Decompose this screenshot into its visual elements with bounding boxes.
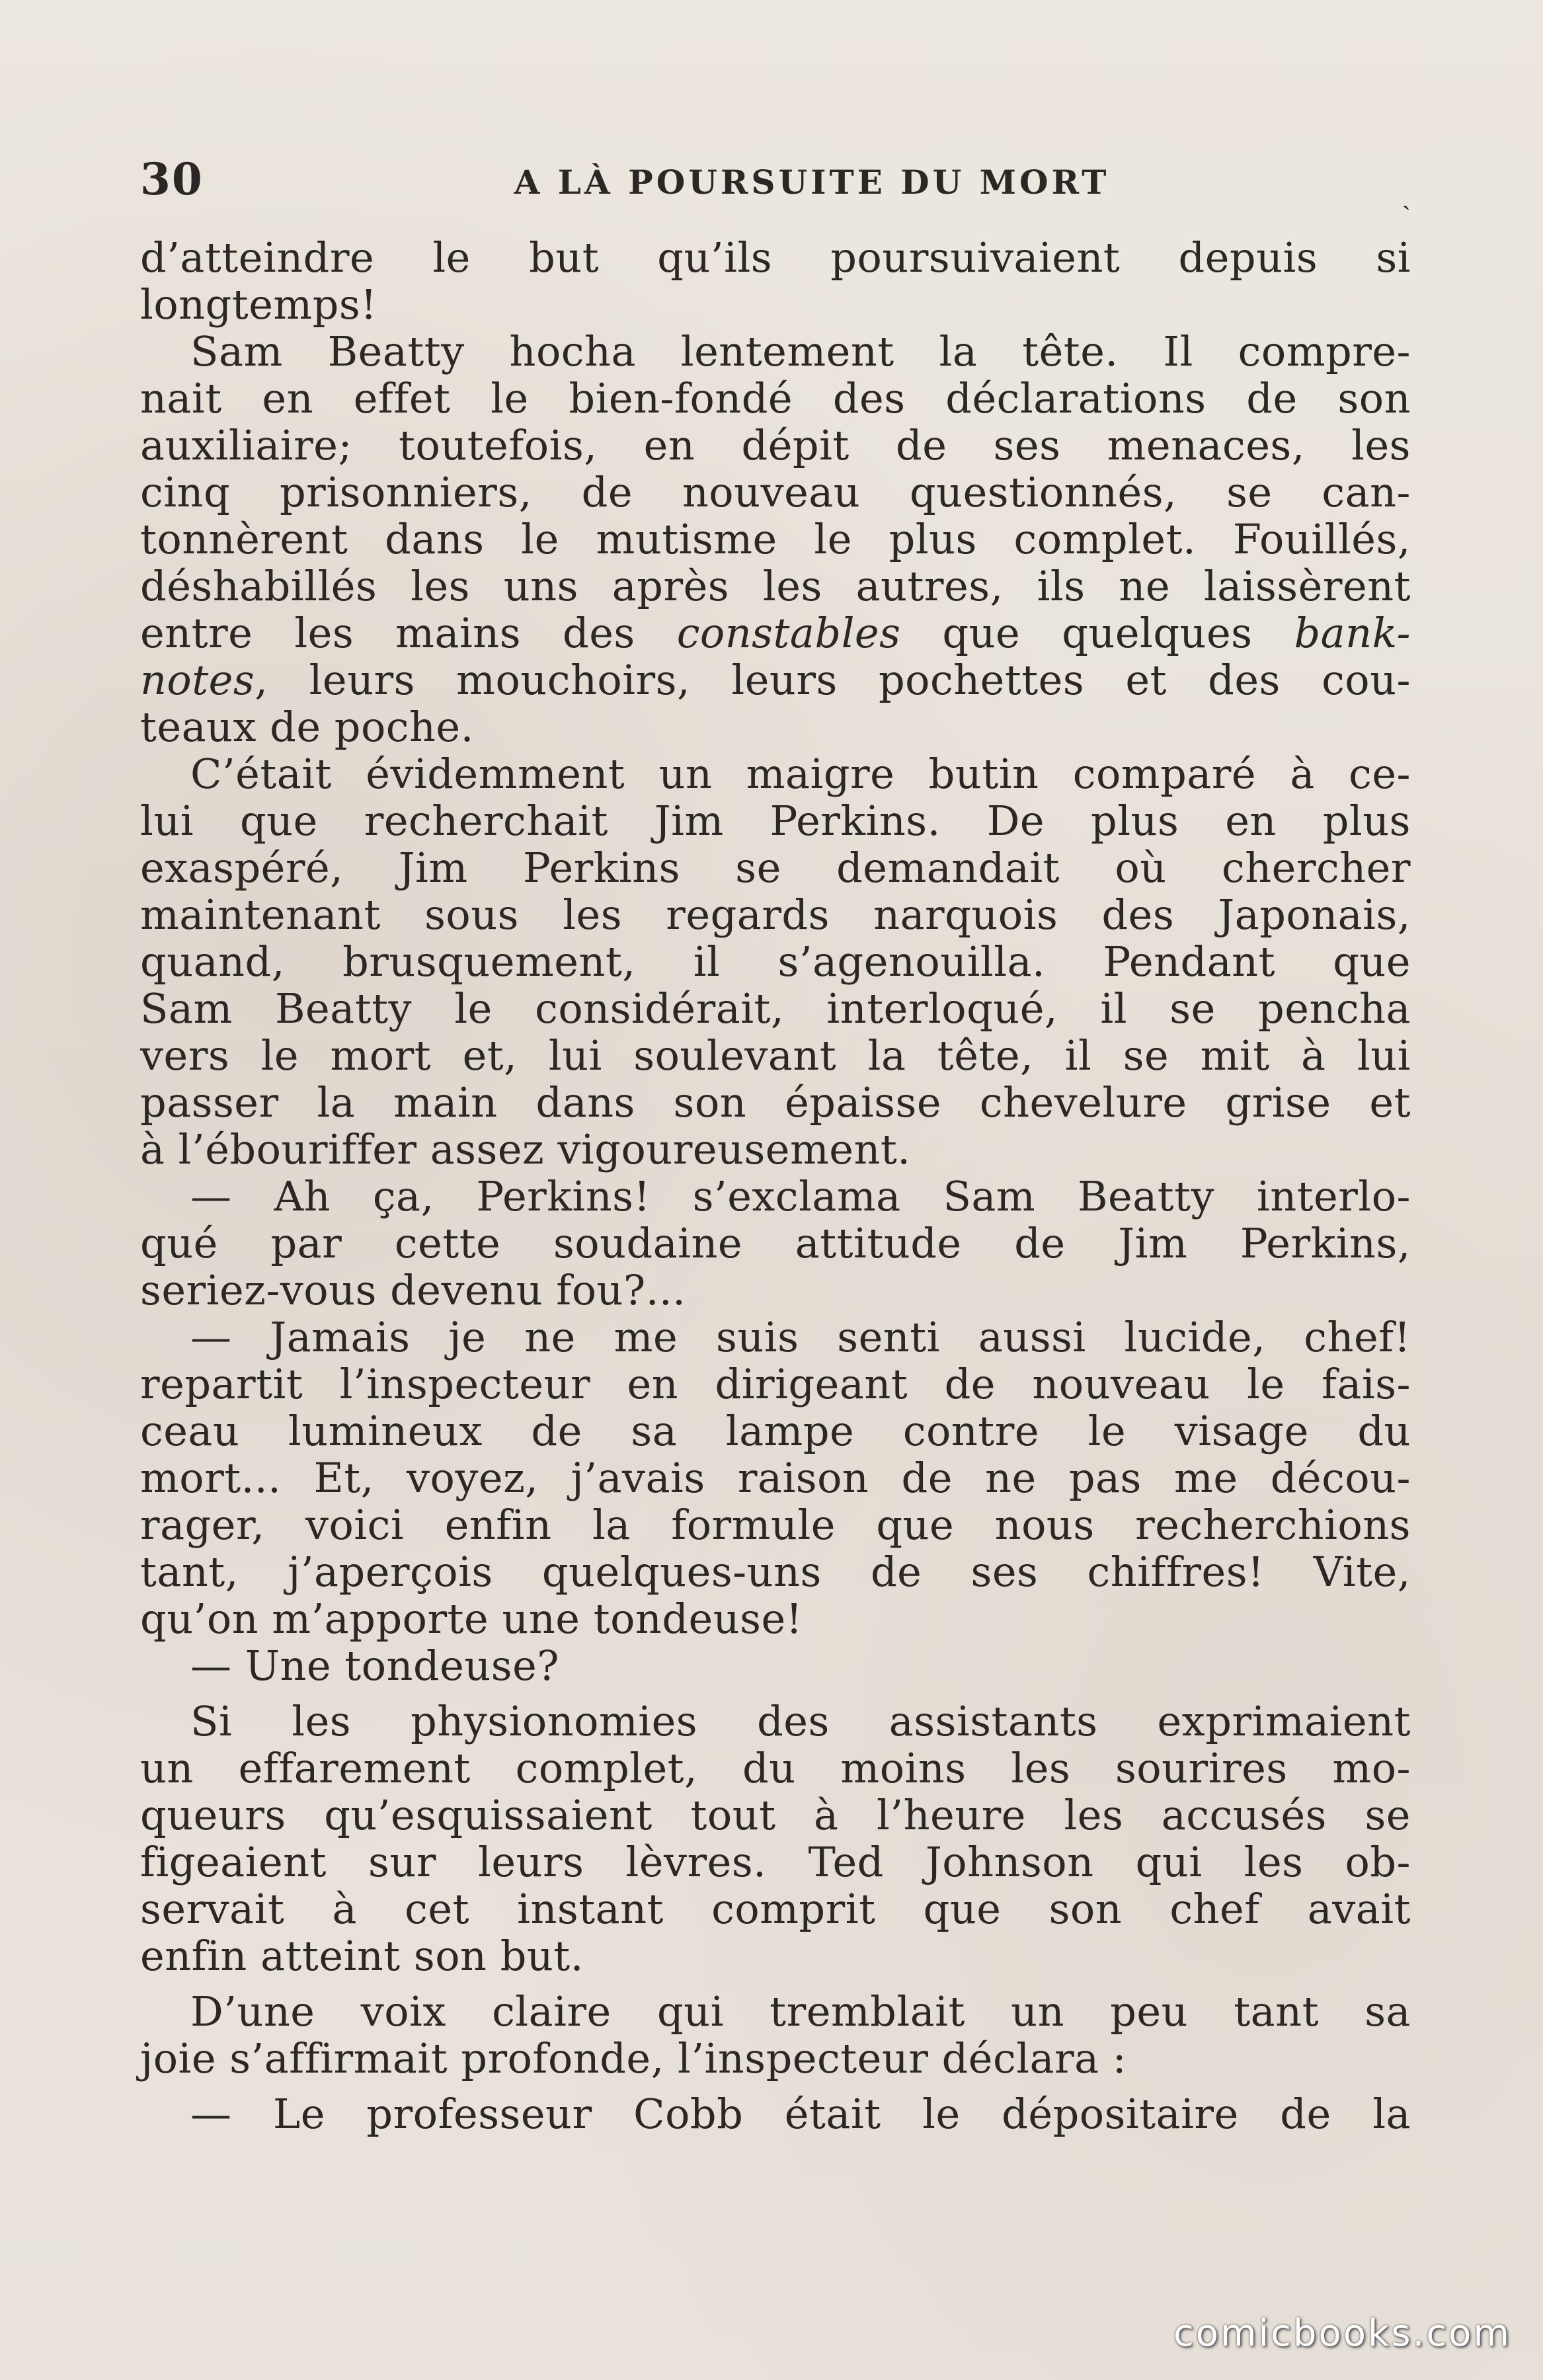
text-line xyxy=(140,610,1411,656)
text-run: que quelques xyxy=(900,609,1294,657)
body-text xyxy=(140,234,1411,2231)
text-line: nait en effet le bien-fondé des déclarations de son xyxy=(140,374,1411,422)
text-line: auxiliaire; toutefois, en dépit de ses menaces, les xyxy=(140,421,1411,469)
text-line: teaux de poche. xyxy=(140,703,474,751)
dialogue-line: — Le professeur Cobb était le dépositaire de la xyxy=(190,2090,1411,2138)
dialogue-line: — Jamais je ne me suis senti aussi lucide, chef! xyxy=(190,1313,1411,1361)
corner-mark: ˎ xyxy=(1402,180,1411,211)
text-line: rager, voici enfin la formule que nous recherchions xyxy=(140,1501,1411,1549)
paragraph-first-line: D’une voix claire qui tremblait un peu tant sa xyxy=(190,1987,1411,2036)
text-line: à l’ébouriffer assez vigoureusement. xyxy=(140,1125,911,1173)
dialogue-line: — Ah ça, Perkins! s’exclama Sam Beatty interlo- xyxy=(190,1172,1411,1220)
italic-word: bank- xyxy=(1294,609,1411,657)
text-line: tant, j’aperçois quelques-uns de ses chiffres! Vite, xyxy=(140,1548,1411,1596)
text-line: qu’on m’apporte une tondeuse! xyxy=(140,1595,803,1643)
text-line: enfin atteint son but. xyxy=(140,1932,584,1980)
running-title: A LÀ POURSUITE DU MORT xyxy=(514,163,1110,202)
text-line xyxy=(140,656,1411,703)
dialogue-line: — Une tondeuse? xyxy=(190,1642,560,1690)
text-line: joie s’affirmait profonde, l’inspecteur déclara : xyxy=(140,2034,1127,2082)
text-line: un effarement complet, du moins les sourires mo- xyxy=(140,1744,1411,1792)
text-line: ceau lumineux de sa lampe contre le visage du xyxy=(140,1407,1411,1455)
italic-word: constables xyxy=(676,609,901,657)
text-line: d’atteindre le but qu’ils poursuivaient depuis si xyxy=(140,233,1411,282)
text-line: longtemps! xyxy=(140,280,377,329)
paragraph-first-line: Sam Beatty hocha lentement la tête. Il compre- xyxy=(190,327,1411,376)
text-line: lui que recherchait Jim Perkins. De plus en plus xyxy=(140,797,1411,845)
text-line: passer la main dans son épaisse chevelure grise et xyxy=(140,1078,1411,1127)
text-line: mort... Et, voyez, j’avais raison de ne pas me décou- xyxy=(140,1454,1411,1502)
text-line: déshabillés les uns après les autres, ils ne laissèrent xyxy=(140,562,1411,610)
text-line: exaspéré, Jim Perkins se demandait où chercher xyxy=(140,844,1411,892)
italic-word: notes xyxy=(140,656,255,704)
text-run: , leurs mouchoirs, leurs pochettes et des cou- xyxy=(255,656,1411,704)
paragraph-first-line: Si les physionomies des assistants exprimaient xyxy=(190,1697,1411,1745)
text-run: entre les mains des xyxy=(140,609,677,657)
watermark: comicbooks.com xyxy=(1173,2312,1511,2355)
text-line: maintenant sous les regards narquois des Japonais, xyxy=(140,891,1411,939)
text-line: figeaient sur leurs lèvres. Ted Johnson qui les ob- xyxy=(140,1838,1411,1886)
text-line: quand, brusquement, il s’agenouilla. Pendant que xyxy=(140,937,1411,986)
page-number: 30 xyxy=(140,153,204,205)
paragraph-first-line: C’était évidemment un maigre butin comparé à ce- xyxy=(190,750,1411,798)
text-line: cinq prisonniers, de nouveau questionnés, se can- xyxy=(140,468,1411,516)
text-line: vers le mort et, lui soulevant la tête, il se mit à lui xyxy=(140,1031,1411,1080)
text-line: seriez-vous devenu fou?... xyxy=(140,1266,686,1314)
text-line: repartit l’inspecteur en dirigeant de nouveau le fais- xyxy=(140,1360,1411,1408)
text-line: qué par cette soudaine attitude de Jim Perkins, xyxy=(140,1219,1411,1267)
page-header xyxy=(140,153,1411,213)
text-line: tonnèrent dans le mutisme le plus complet. Fouillés, xyxy=(140,515,1411,563)
text-line: queurs qu’esquissaient tout à l’heure les accusés se xyxy=(140,1791,1411,1839)
text-line: Sam Beatty le considérait, interloqué, il se pencha xyxy=(140,984,1411,1033)
text-line: servait à cet instant comprit que son chef avait xyxy=(140,1885,1411,1933)
